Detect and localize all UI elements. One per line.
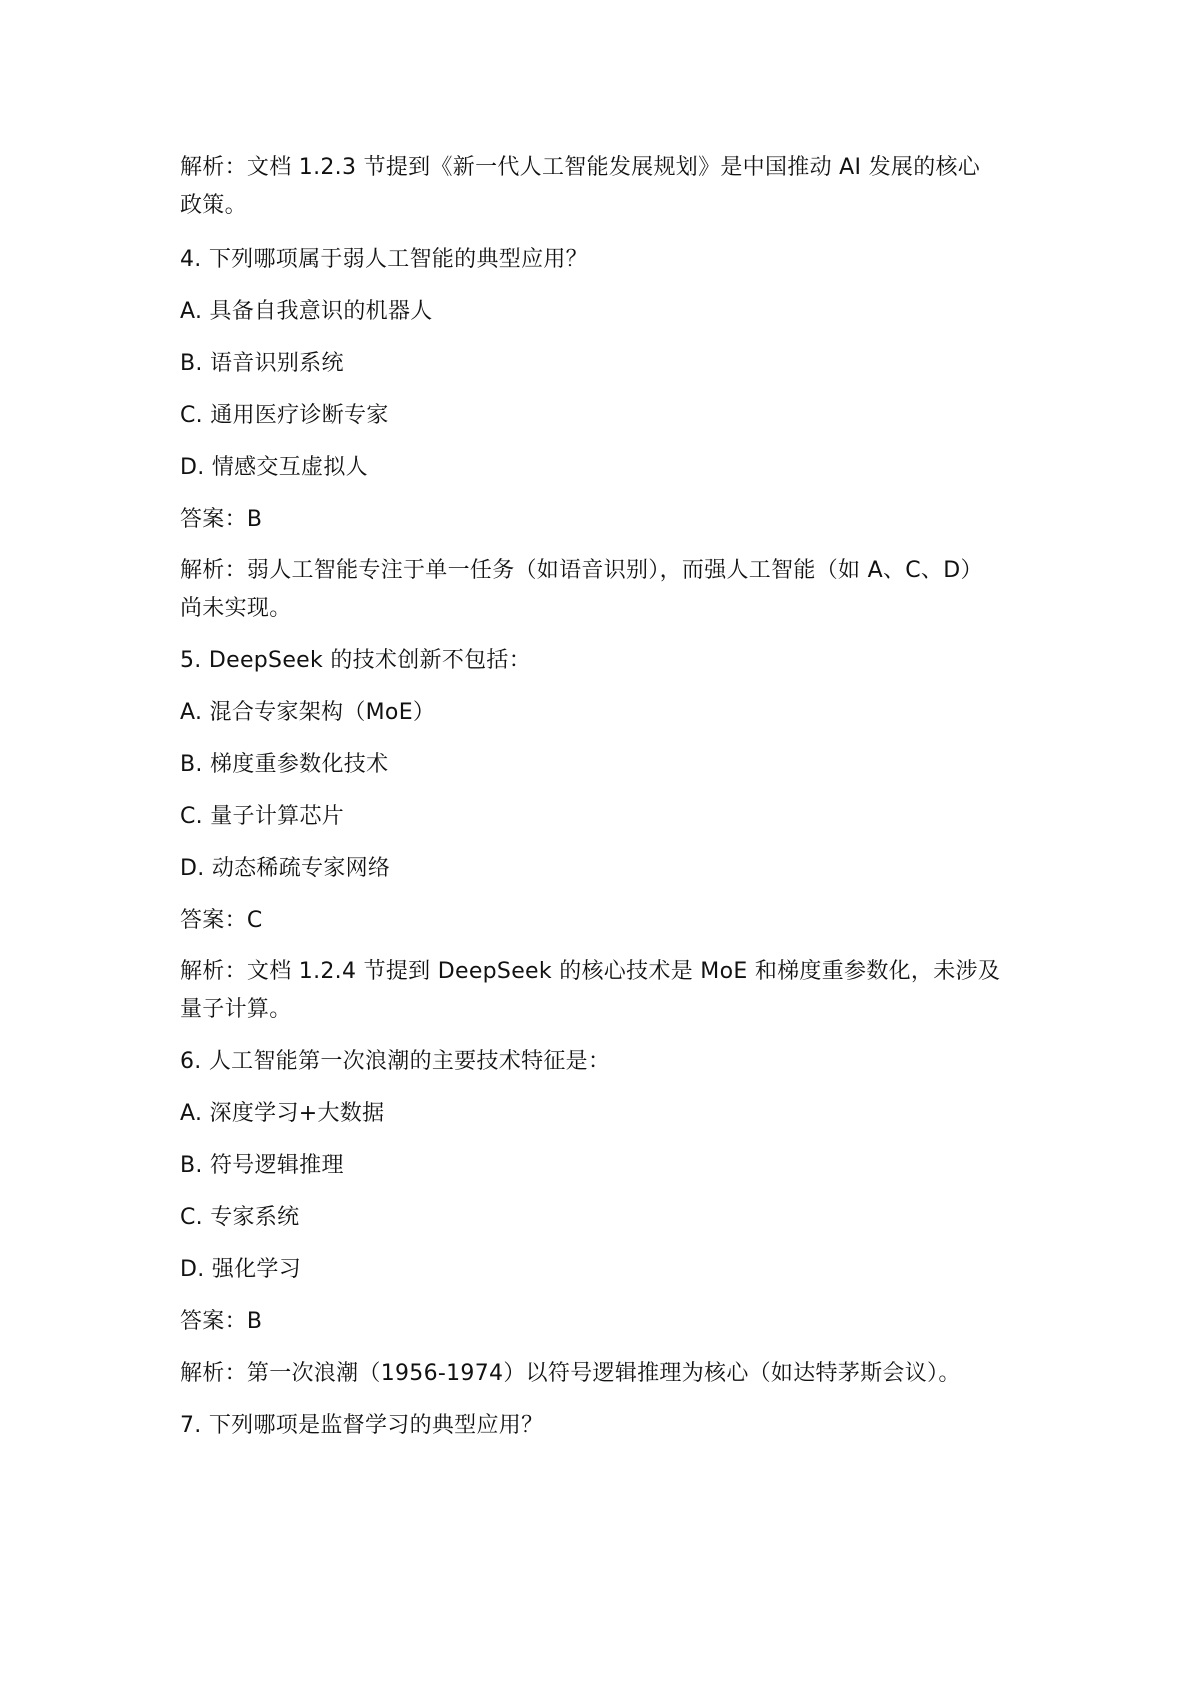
option-5d: D. 动态稀疏专家网络 — [180, 856, 391, 881]
option-6a: A. 深度学习+大数据 — [180, 1101, 385, 1126]
answer-6: 答案：B — [180, 1309, 263, 1334]
explanation-q3-line1: 解析：文档 1.2.3 节提到《新一代人工智能发展规划》是中国推动 AI 发展的核心 — [180, 155, 981, 180]
question-7: 7. 下列哪项是监督学习的典型应用？ — [180, 1413, 544, 1438]
option-4c: C. 通用医疗诊断专家 — [180, 403, 389, 428]
option-4b: B. 语音识别系统 — [180, 351, 344, 376]
option-5a: A. 混合专家架构（MoE） — [180, 700, 436, 725]
option-6c: C. 专家系统 — [180, 1205, 300, 1230]
option-4a: A. 具备自我意识的机器人 — [180, 299, 433, 324]
explanation-q3-line2: 政策。 — [180, 193, 247, 218]
question-5: 5. DeepSeek 的技术创新不包括： — [180, 648, 532, 673]
option-5c: C. 量子计算芯片 — [180, 804, 345, 829]
explanation-q6: 解析：第一次浪潮（1956-1974）以符号逻辑推理为核心（如达特茅斯会议）。 — [180, 1361, 961, 1386]
answer-5: 答案：C — [180, 908, 263, 933]
option-6b: B. 符号逻辑推理 — [180, 1153, 344, 1178]
option-6d: D. 强化学习 — [180, 1257, 302, 1282]
explanation-q5-line2: 量子计算。 — [180, 997, 292, 1022]
explanation-q4-line1: 解析：弱人工智能专注于单一任务（如语音识别），而强人工智能（如 A、C、D） — [180, 558, 983, 583]
option-5b: B. 梯度重参数化技术 — [180, 752, 389, 777]
answer-4: 答案：B — [180, 507, 263, 532]
option-4d: D. 情感交互虚拟人 — [180, 455, 368, 480]
question-4: 4. 下列哪项属于弱人工智能的典型应用？ — [180, 247, 588, 272]
explanation-q5-line1: 解析：文档 1.2.4 节提到 DeepSeek 的核心技术是 MoE 和梯度重参数化，未涉及 — [180, 959, 1001, 984]
explanation-q4-line2: 尚未实现。 — [180, 596, 292, 621]
question-6: 6. 人工智能第一次浪潮的主要技术特征是： — [180, 1049, 611, 1074]
